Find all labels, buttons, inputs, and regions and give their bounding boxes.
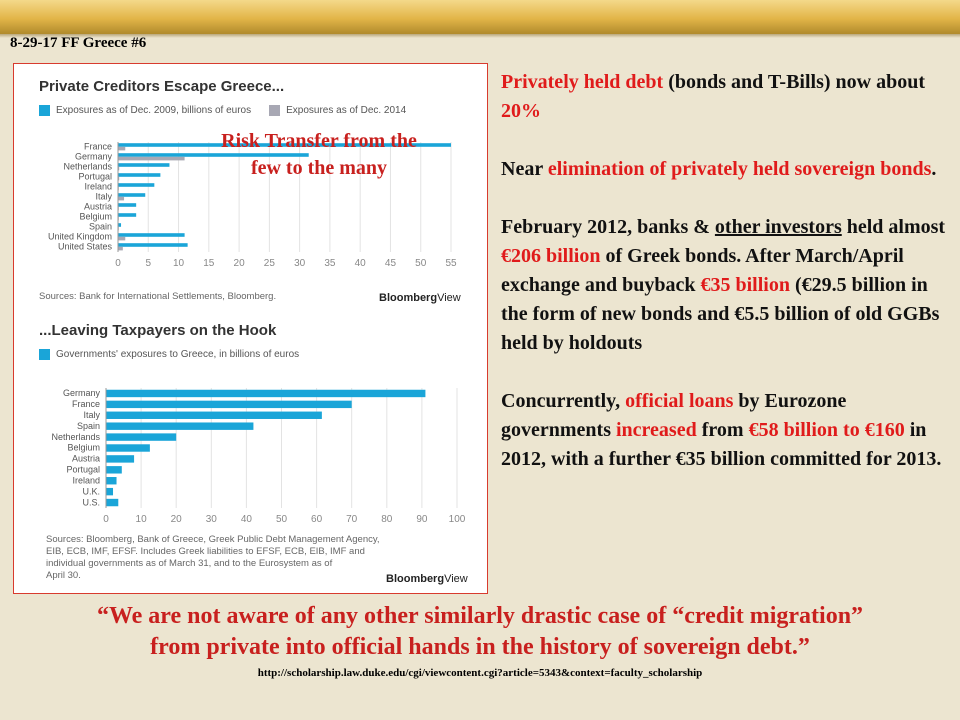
legend-label-2009: Exposures as of Dec. 2009, billions of euros <box>56 105 252 116</box>
category-label: Netherlands <box>63 161 112 172</box>
chart2-title: ...Leaving Taxpayers on the Hook <box>39 322 277 339</box>
x-tick-label: 90 <box>416 514 428 524</box>
bar <box>106 390 425 397</box>
text: February 2012, banks & <box>501 216 715 238</box>
header-bar <box>0 0 960 34</box>
text: in 2012, with a further €35 billion committed for 2013. <box>501 419 942 470</box>
x-tick-label: 40 <box>354 258 366 269</box>
commentary-p2 <box>501 155 946 184</box>
category-label: Germany <box>74 151 112 162</box>
bar <box>118 203 136 207</box>
bar <box>118 147 125 151</box>
bar <box>106 466 122 473</box>
chart2-source-line: April 30. <box>46 570 81 581</box>
x-tick-label: 50 <box>415 258 427 269</box>
text-red: €58 billion to €160 <box>748 419 905 441</box>
commentary-p4 <box>501 387 946 474</box>
bar <box>118 197 124 201</box>
category-label: Italy <box>83 410 100 420</box>
chart2-plot <box>14 374 487 524</box>
quote-line: from private into official hands in the history of sovereign debt.” <box>150 634 810 660</box>
brand-bold: Bloomberg <box>386 573 445 585</box>
bar <box>118 237 125 241</box>
x-tick-label: 25 <box>263 258 275 269</box>
x-tick-label: 10 <box>135 514 147 524</box>
chart1-brand <box>379 292 461 304</box>
category-label: Ireland <box>72 475 100 486</box>
x-tick-label: 0 <box>103 514 109 524</box>
bar <box>118 193 145 197</box>
category-label: U.K. <box>82 486 100 497</box>
x-tick-label: 30 <box>205 514 217 524</box>
category-label: Spain <box>76 420 100 431</box>
chart2-source <box>46 534 380 582</box>
quote <box>0 601 960 663</box>
text: (€29.5 billion in the form of new bonds and €5.5 billion of old GGBs held by holdouts <box>501 274 940 354</box>
x-tick-label: 20 <box>170 514 182 524</box>
chart2-source-line: EIB, ECB, IMF, EFSF. Includes Greek liabilities to EFSF, ECB, EIB, IMF and <box>46 546 365 557</box>
bar <box>106 499 118 506</box>
bar <box>106 401 352 408</box>
source-url: http://scholarship.law.duke.edu/cgi/viewcontent.cgi?article=5343&context=faculty_scholarship <box>257 667 703 679</box>
x-tick-label: 70 <box>346 514 358 524</box>
x-tick-label: 30 <box>294 258 306 269</box>
x-tick-label: 60 <box>311 514 323 524</box>
bar <box>106 422 253 429</box>
bar <box>106 412 322 419</box>
bar <box>118 183 154 187</box>
category-label: France <box>71 399 100 410</box>
bar <box>106 444 150 451</box>
bar <box>118 233 185 237</box>
x-tick-label: 50 <box>275 514 288 524</box>
brand-normal: View <box>444 573 468 585</box>
callout-line: Risk Transfer from the <box>221 130 417 152</box>
bar <box>118 157 185 161</box>
text-red: official loans <box>625 390 734 412</box>
x-tick-label: 80 <box>381 514 393 524</box>
x-tick-label: 40 <box>240 514 252 524</box>
x-tick-label: 15 <box>203 258 215 269</box>
callout-line: few to the many <box>250 157 388 179</box>
x-tick-label: 55 <box>445 258 457 269</box>
category-label: Portugal <box>66 464 100 475</box>
brand-bold: Bloomberg <box>379 292 438 304</box>
legend-swatch-2009 <box>39 105 50 116</box>
bar <box>106 433 176 440</box>
bar <box>118 243 188 247</box>
bar <box>106 455 134 462</box>
category-label: Austria <box>83 201 112 212</box>
commentary-p1 <box>501 68 946 126</box>
chart2-source-line: individual governments as of March 31, and to the Eurosystem as of <box>46 558 333 569</box>
text-red: €206 billion <box>501 245 601 267</box>
commentary <box>501 68 946 503</box>
text-red: 20% <box>501 100 541 122</box>
text: held almost <box>841 216 946 238</box>
slide-id: 8-29-17 FF Greece #6 <box>10 35 147 51</box>
bar <box>118 163 169 167</box>
category-label: Portugal <box>78 171 112 182</box>
text-red: Privately held debt <box>501 71 664 93</box>
text: of Greek bonds. After March/April exchange and buyback <box>501 245 904 296</box>
legend-label-gov: Governments' exposures to Greece, in billions of euros <box>56 349 300 360</box>
text: Concurrently, <box>501 390 626 412</box>
text: Near <box>501 158 548 180</box>
chart1-legend <box>39 105 406 116</box>
text-underlined: other investors <box>714 216 842 238</box>
category-label: Ireland <box>84 181 112 192</box>
category-label: Germany <box>62 388 100 399</box>
bar <box>106 488 113 495</box>
bar <box>118 247 123 251</box>
legend-swatch-2014 <box>269 105 280 116</box>
chart2-brand <box>386 573 468 585</box>
category-label: Netherlands <box>51 431 100 442</box>
category-label: Austria <box>71 453 100 464</box>
x-tick-label: 45 <box>384 258 397 269</box>
category-label: Belgium <box>67 442 100 453</box>
x-tick-label: 35 <box>324 258 336 269</box>
bar <box>106 477 117 484</box>
legend-label-2014: Exposures as of Dec. 2014 <box>286 105 407 116</box>
category-label: United States <box>57 241 112 252</box>
text-red: €35 billion <box>700 274 790 296</box>
category-label: Italy <box>95 191 112 202</box>
category-label: France <box>83 141 112 152</box>
bar <box>118 173 160 177</box>
category-label: Belgium <box>79 211 112 222</box>
text: by Eurozone governments <box>501 390 847 441</box>
x-tick-label: 20 <box>233 258 245 269</box>
risk-transfer-callout <box>178 128 460 182</box>
commentary-p3 <box>501 213 946 358</box>
chart2-source-line: Sources: Bloomberg, Bank of Greece, Greek Public Debt Management Agency, <box>46 534 380 545</box>
text-red: increased <box>615 419 697 441</box>
category-label: U.S. <box>82 497 100 508</box>
category-label: United Kingdom <box>47 231 112 242</box>
chart1-source: Sources: Bank for International Settlements, Bloomberg. <box>39 291 277 302</box>
x-tick-label: 0 <box>115 258 121 269</box>
chart1-title: Private Creditors Escape Greece... <box>39 78 285 95</box>
x-tick-label: 100 <box>448 514 466 524</box>
brand-normal: View <box>437 292 461 304</box>
bar <box>118 213 136 217</box>
text-red: elimination of privately held sovereign bonds <box>547 158 932 180</box>
text: from <box>696 419 749 441</box>
text: (bonds and T-Bills) now about <box>663 71 926 93</box>
x-tick-label: 5 <box>145 258 152 269</box>
category-label: Spain <box>88 221 112 232</box>
x-tick-label: 10 <box>172 258 185 269</box>
legend-swatch-gov <box>39 349 50 360</box>
chart2-legend <box>39 349 299 360</box>
quote-line: “We are not aware of any other similarly drastic case of “credit migration” <box>96 603 864 629</box>
text: . <box>931 158 937 180</box>
